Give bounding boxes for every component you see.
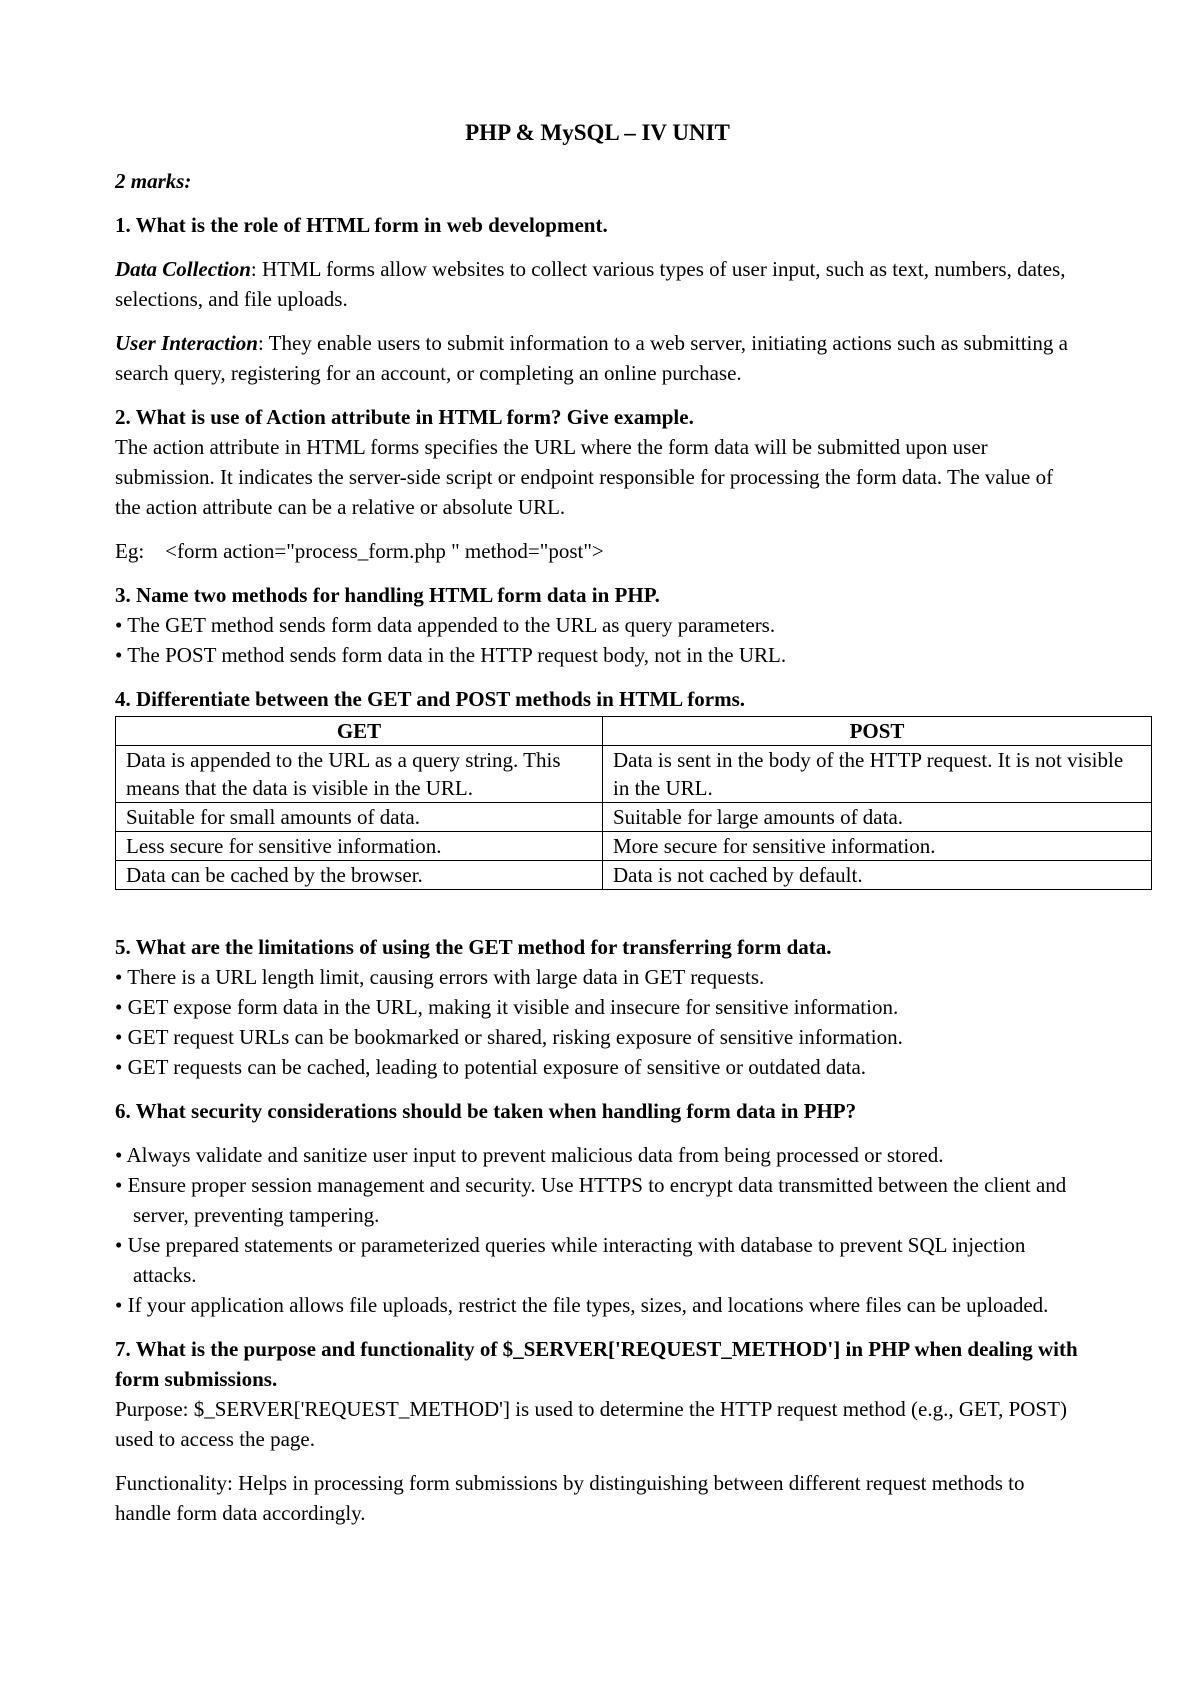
answer-1-paragraph-1 (115, 254, 1080, 314)
answer-6-bullet-3: • Use prepared statements or parameterized queries while interacting with database to prevent SQL injection attacks. (115, 1233, 1026, 1287)
answer-5-bullet-4: • GET requests can be cached, leading to potential exposure of sensitive or outdated data. (115, 1055, 867, 1079)
question-2: 2. What is use of Action attribute in HTML form? Give example. (115, 405, 694, 429)
question-1: 1. What is the role of HTML form in web development. (115, 213, 608, 237)
question-5: 5. What are the limitations of using the GET method for transferring form data. (115, 935, 832, 959)
table-row (116, 861, 1152, 890)
question-3: 3. Name two methods for handling HTML form data in PHP. (115, 583, 660, 607)
table-cell: Data is appended to the URL as a query string. This means that the data is visible in the URL. (116, 746, 603, 803)
answer-6-bullet-1: • Always validate and sanitize user input to prevent malicious data from being processed or stored. (115, 1143, 944, 1167)
get-post-comparison-table (115, 716, 1152, 890)
answer-6-bullet-2: • Ensure proper session management and security. Use HTTPS to encrypt data transmitted between the client and server, preventing tampering. (115, 1173, 1067, 1227)
answer-1-paragraph-2 (115, 328, 1080, 388)
answer-1-lead-1: Data Collection (115, 257, 251, 281)
question-7: 7. What is the purpose and functionality of $_SERVER['REQUEST_METHOD'] in PHP when dealing with form submissions. (115, 1337, 1078, 1391)
answer-5-bullet-2: • GET expose form data in the URL, making it visible and insecure for sensitive information. (115, 995, 899, 1019)
answer-1-text-2: : They enable users to submit information to a web server, initiating actions such as submitting a search query, registering for an account, or completing an online purchase. (115, 331, 1068, 385)
table-row (116, 832, 1152, 861)
answer-3-bullet-1: • The GET method sends form data appended to the URL as query parameters. (115, 613, 776, 637)
page-title: PHP & MySQL – IV UNIT (465, 120, 730, 145)
table-cell: Data can be cached by the browser. (116, 861, 603, 890)
table-cell: Suitable for small amounts of data. (116, 803, 603, 832)
answer-1-text-1: : HTML forms allow websites to collect various types of user input, such as text, numbers, dates, selections, and file uploads. (115, 257, 1066, 311)
answer-7-purpose: Purpose: $_SERVER['REQUEST_METHOD'] is used to determine the HTTP request method (e.g., GET, POST) used to access the page. (115, 1397, 1067, 1451)
answer-1-lead-2: User Interaction (115, 331, 258, 355)
table-cell: Suitable for large amounts of data. (603, 803, 1152, 832)
answer-2-example: Eg: <form action="process_form.php " method="post"> (115, 539, 604, 563)
table-header-row (116, 717, 1152, 746)
table-row (116, 746, 1152, 803)
answer-2: The action attribute in HTML forms specifies the URL where the form data will be submitted upon user submission. It indicates the server-side script or endpoint responsible for processing the form data. The value of the action attribute can be a relative or absolute URL. (115, 435, 1054, 519)
table-cell: Data is not cached by default. (603, 861, 1152, 890)
answer-5-bullet-3: • GET request URLs can be bookmarked or shared, risking exposure of sensitive information. (115, 1025, 903, 1049)
answer-5-bullet-1: • There is a URL length limit, causing errors with large data in GET requests. (115, 965, 765, 989)
table-header-get: GET (116, 717, 603, 746)
answer-6-bullet-4: • If your application allows file uploads, restrict the file types, sizes, and locations where files can be uploaded. (115, 1293, 1049, 1317)
marks-heading: 2 marks: (115, 169, 192, 193)
answer-3-bullet-2: • The POST method sends form data in the HTTP request body, not in the URL. (115, 643, 787, 667)
question-4: 4. Differentiate between the GET and POST methods in HTML forms. (115, 687, 745, 711)
answer-7-functionality: Functionality: Helps in processing form submissions by distinguishing between different request methods to handle form data accordingly. (115, 1471, 1025, 1525)
table-cell: Data is sent in the body of the HTTP request. It is not visible in the URL. (603, 746, 1152, 803)
table-cell: More secure for sensitive information. (603, 832, 1152, 861)
table-header-post: POST (603, 717, 1152, 746)
table-cell: Less secure for sensitive information. (116, 832, 603, 861)
question-6: 6. What security considerations should be taken when handling form data in PHP? (115, 1099, 857, 1123)
table-row (116, 803, 1152, 832)
